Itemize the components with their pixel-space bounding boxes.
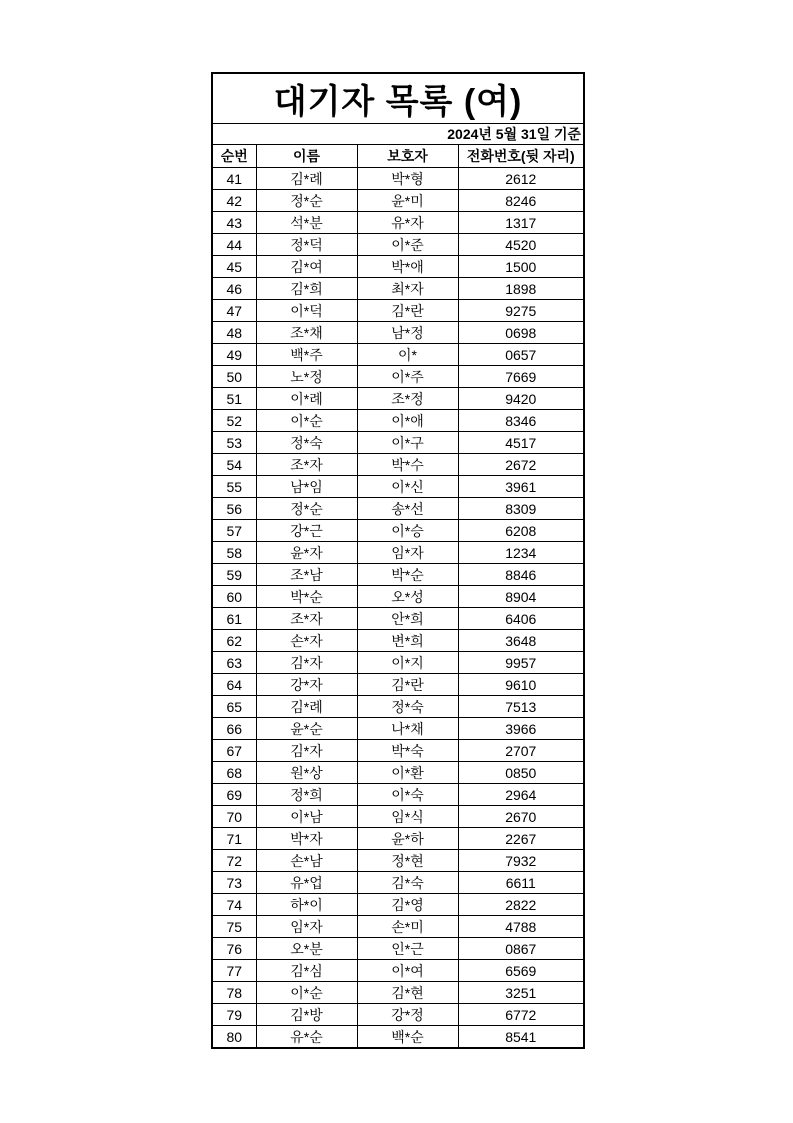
cell-guardian: 유*자	[357, 212, 458, 234]
cell-number: 57	[212, 520, 256, 542]
cell-number: 80	[212, 1026, 256, 1049]
cell-phone: 2672	[458, 454, 584, 476]
cell-name: 조*자	[256, 608, 357, 630]
cell-name: 이*순	[256, 410, 357, 432]
cell-name: 정*숙	[256, 432, 357, 454]
cell-phone: 9275	[458, 300, 584, 322]
cell-guardian: 김*란	[357, 300, 458, 322]
cell-guardian: 이*환	[357, 762, 458, 784]
cell-guardian: 손*미	[357, 916, 458, 938]
table-row	[212, 916, 584, 938]
cell-guardian: 이*숙	[357, 784, 458, 806]
cell-guardian: 이*	[357, 344, 458, 366]
cell-phone: 8246	[458, 190, 584, 212]
cell-name: 김*희	[256, 278, 357, 300]
cell-number: 43	[212, 212, 256, 234]
cell-guardian: 이*여	[357, 960, 458, 982]
cell-guardian: 강*정	[357, 1004, 458, 1026]
table-row	[212, 168, 584, 190]
cell-name: 김*방	[256, 1004, 357, 1026]
table-row	[212, 454, 584, 476]
cell-name: 조*남	[256, 564, 357, 586]
table-row	[212, 586, 584, 608]
cell-number: 60	[212, 586, 256, 608]
cell-name: 정*희	[256, 784, 357, 806]
cell-name: 하*이	[256, 894, 357, 916]
column-header-number: 순번	[212, 145, 256, 168]
cell-number: 67	[212, 740, 256, 762]
date-row	[212, 124, 584, 145]
page-title: 대기자 목록 (여)	[212, 73, 584, 124]
cell-phone: 2612	[458, 168, 584, 190]
cell-guardian: 윤*하	[357, 828, 458, 850]
cell-name: 임*자	[256, 916, 357, 938]
cell-name: 유*순	[256, 1026, 357, 1049]
cell-number: 78	[212, 982, 256, 1004]
cell-phone: 8541	[458, 1026, 584, 1049]
cell-phone: 6406	[458, 608, 584, 630]
cell-number: 63	[212, 652, 256, 674]
table-row	[212, 498, 584, 520]
cell-guardian: 인*근	[357, 938, 458, 960]
cell-phone: 0657	[458, 344, 584, 366]
cell-phone: 6208	[458, 520, 584, 542]
cell-phone: 9957	[458, 652, 584, 674]
cell-name: 노*정	[256, 366, 357, 388]
cell-phone: 1898	[458, 278, 584, 300]
cell-number: 62	[212, 630, 256, 652]
cell-name: 김*여	[256, 256, 357, 278]
cell-guardian: 송*선	[357, 498, 458, 520]
cell-phone: 2964	[458, 784, 584, 806]
cell-name: 김*자	[256, 652, 357, 674]
date-note: 2024년 5월 31일 기준	[212, 124, 584, 145]
cell-guardian: 윤*미	[357, 190, 458, 212]
cell-guardian: 변*희	[357, 630, 458, 652]
cell-guardian: 나*채	[357, 718, 458, 740]
cell-number: 75	[212, 916, 256, 938]
cell-guardian: 최*자	[357, 278, 458, 300]
cell-number: 73	[212, 872, 256, 894]
cell-phone: 7513	[458, 696, 584, 718]
cell-phone: 1500	[458, 256, 584, 278]
cell-number: 42	[212, 190, 256, 212]
cell-phone: 7932	[458, 850, 584, 872]
cell-number: 56	[212, 498, 256, 520]
cell-phone: 9420	[458, 388, 584, 410]
cell-guardian: 백*순	[357, 1026, 458, 1049]
cell-guardian: 임*식	[357, 806, 458, 828]
column-header-phone: 전화번호(뒷 자리)	[458, 145, 584, 168]
cell-phone: 1317	[458, 212, 584, 234]
cell-name: 원*상	[256, 762, 357, 784]
cell-name: 정*순	[256, 190, 357, 212]
cell-guardian: 김*현	[357, 982, 458, 1004]
table-row	[212, 520, 584, 542]
table-row	[212, 850, 584, 872]
cell-phone: 0850	[458, 762, 584, 784]
cell-number: 46	[212, 278, 256, 300]
cell-name: 석*분	[256, 212, 357, 234]
cell-guardian: 김*영	[357, 894, 458, 916]
cell-number: 44	[212, 234, 256, 256]
cell-number: 49	[212, 344, 256, 366]
cell-phone: 3251	[458, 982, 584, 1004]
cell-number: 66	[212, 718, 256, 740]
cell-name: 김*심	[256, 960, 357, 982]
cell-guardian: 이*구	[357, 432, 458, 454]
cell-phone: 4788	[458, 916, 584, 938]
cell-number: 48	[212, 322, 256, 344]
table-row	[212, 674, 584, 696]
cell-phone: 2670	[458, 806, 584, 828]
cell-name: 김*례	[256, 696, 357, 718]
cell-number: 74	[212, 894, 256, 916]
cell-name: 김*례	[256, 168, 357, 190]
cell-guardian: 정*현	[357, 850, 458, 872]
table-row	[212, 432, 584, 454]
cell-phone: 2707	[458, 740, 584, 762]
table-row	[212, 476, 584, 498]
cell-number: 76	[212, 938, 256, 960]
cell-guardian: 정*숙	[357, 696, 458, 718]
cell-guardian: 박*수	[357, 454, 458, 476]
table-row	[212, 300, 584, 322]
cell-name: 손*자	[256, 630, 357, 652]
cell-number: 72	[212, 850, 256, 872]
cell-number: 69	[212, 784, 256, 806]
table-row	[212, 322, 584, 344]
cell-number: 70	[212, 806, 256, 828]
cell-name: 오*분	[256, 938, 357, 960]
cell-phone: 8346	[458, 410, 584, 432]
cell-guardian: 이*신	[357, 476, 458, 498]
table-row	[212, 388, 584, 410]
cell-phone: 0698	[458, 322, 584, 344]
cell-name: 박*순	[256, 586, 357, 608]
table-row	[212, 718, 584, 740]
table-row	[212, 982, 584, 1004]
cell-guardian: 임*자	[357, 542, 458, 564]
table-row	[212, 960, 584, 982]
cell-number: 54	[212, 454, 256, 476]
column-header-name: 이름	[256, 145, 357, 168]
cell-phone: 0867	[458, 938, 584, 960]
cell-name: 이*순	[256, 982, 357, 1004]
cell-number: 45	[212, 256, 256, 278]
table-row	[212, 212, 584, 234]
column-header-guardian: 보호자	[357, 145, 458, 168]
cell-name: 윤*순	[256, 718, 357, 740]
table-row	[212, 608, 584, 630]
table-row	[212, 256, 584, 278]
cell-name: 이*남	[256, 806, 357, 828]
cell-phone: 4517	[458, 432, 584, 454]
table-row	[212, 652, 584, 674]
title-row	[212, 73, 584, 124]
table-row	[212, 1026, 584, 1049]
cell-phone: 3966	[458, 718, 584, 740]
cell-number: 79	[212, 1004, 256, 1026]
header-row	[212, 145, 584, 168]
table-row	[212, 630, 584, 652]
cell-name: 강*자	[256, 674, 357, 696]
cell-number: 51	[212, 388, 256, 410]
table-head	[212, 73, 584, 168]
table-row	[212, 564, 584, 586]
cell-phone: 8309	[458, 498, 584, 520]
table-row	[212, 344, 584, 366]
waiting-list-table	[211, 72, 585, 1049]
cell-number: 64	[212, 674, 256, 696]
cell-number: 61	[212, 608, 256, 630]
cell-number: 50	[212, 366, 256, 388]
cell-name: 정*순	[256, 498, 357, 520]
cell-name: 조*자	[256, 454, 357, 476]
cell-guardian: 김*숙	[357, 872, 458, 894]
cell-name: 이*례	[256, 388, 357, 410]
table-row	[212, 1004, 584, 1026]
cell-number: 58	[212, 542, 256, 564]
cell-name: 김*자	[256, 740, 357, 762]
table-row	[212, 278, 584, 300]
table-row	[212, 410, 584, 432]
cell-name: 유*업	[256, 872, 357, 894]
cell-guardian: 김*란	[357, 674, 458, 696]
cell-name: 박*자	[256, 828, 357, 850]
cell-number: 77	[212, 960, 256, 982]
cell-guardian: 오*성	[357, 586, 458, 608]
cell-phone: 6569	[458, 960, 584, 982]
cell-guardian: 안*희	[357, 608, 458, 630]
cell-guardian: 조*정	[357, 388, 458, 410]
cell-number: 55	[212, 476, 256, 498]
cell-number: 71	[212, 828, 256, 850]
table-row	[212, 762, 584, 784]
cell-guardian: 이*준	[357, 234, 458, 256]
cell-number: 52	[212, 410, 256, 432]
cell-guardian: 박*순	[357, 564, 458, 586]
table-row	[212, 872, 584, 894]
cell-guardian: 이*애	[357, 410, 458, 432]
cell-guardian: 박*애	[357, 256, 458, 278]
cell-guardian: 박*형	[357, 168, 458, 190]
cell-name: 손*남	[256, 850, 357, 872]
table-row	[212, 894, 584, 916]
cell-phone: 2267	[458, 828, 584, 850]
cell-phone: 6772	[458, 1004, 584, 1026]
table-row	[212, 542, 584, 564]
cell-phone: 9610	[458, 674, 584, 696]
cell-number: 68	[212, 762, 256, 784]
cell-number: 47	[212, 300, 256, 322]
table-row	[212, 696, 584, 718]
cell-guardian: 이*승	[357, 520, 458, 542]
cell-guardian: 박*숙	[357, 740, 458, 762]
cell-name: 백*주	[256, 344, 357, 366]
cell-name: 조*채	[256, 322, 357, 344]
cell-phone: 2822	[458, 894, 584, 916]
table-row	[212, 190, 584, 212]
table-row	[212, 784, 584, 806]
cell-name: 윤*자	[256, 542, 357, 564]
table-row	[212, 366, 584, 388]
cell-phone: 1234	[458, 542, 584, 564]
cell-name: 남*임	[256, 476, 357, 498]
cell-phone: 8904	[458, 586, 584, 608]
table-row	[212, 806, 584, 828]
table-row	[212, 234, 584, 256]
cell-phone: 8846	[458, 564, 584, 586]
cell-phone: 6611	[458, 872, 584, 894]
cell-phone: 3648	[458, 630, 584, 652]
table-row	[212, 740, 584, 762]
cell-number: 41	[212, 168, 256, 190]
cell-guardian: 이*지	[357, 652, 458, 674]
cell-phone: 7669	[458, 366, 584, 388]
cell-name: 정*덕	[256, 234, 357, 256]
table-row	[212, 828, 584, 850]
cell-number: 65	[212, 696, 256, 718]
cell-guardian: 남*정	[357, 322, 458, 344]
cell-number: 59	[212, 564, 256, 586]
cell-phone: 4520	[458, 234, 584, 256]
cell-number: 53	[212, 432, 256, 454]
table-row	[212, 938, 584, 960]
cell-phone: 3961	[458, 476, 584, 498]
cell-name: 이*덕	[256, 300, 357, 322]
cell-name: 강*근	[256, 520, 357, 542]
table-body	[212, 168, 584, 1049]
cell-guardian: 이*주	[357, 366, 458, 388]
